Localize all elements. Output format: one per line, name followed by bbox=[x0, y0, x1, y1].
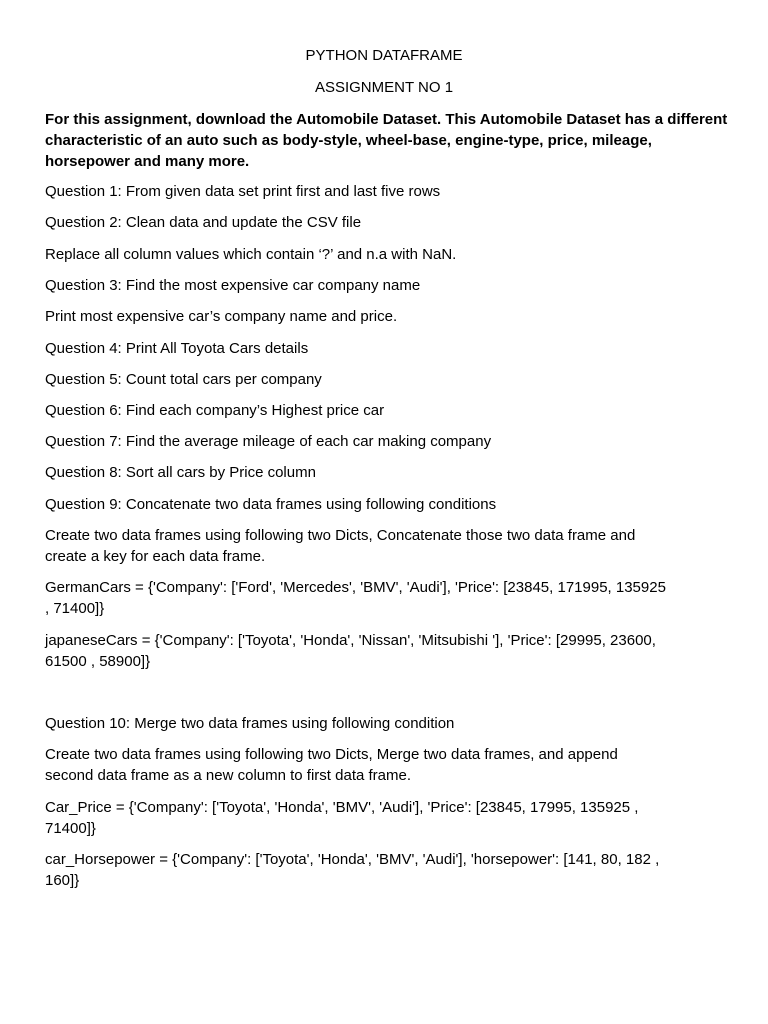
question-10-detail: Create two data frames using following two Dicts, Merge two data frames, and append second data frame as a new column to first data frame. bbox=[45, 746, 618, 784]
question-10: Question 10: Merge two data frames using following condition bbox=[45, 715, 455, 732]
question-3-detail: Print most expensive car’s company name and price. bbox=[45, 308, 398, 325]
question-8: Question 8: Sort all cars by Price column bbox=[45, 464, 316, 481]
question-1: Question 1: From given data set print first and last five rows bbox=[45, 183, 441, 200]
question-2: Question 2: Clean data and update the CSV file bbox=[45, 214, 362, 231]
question-2-detail: Replace all column values which contain ‘?’ and n.a with NaN. bbox=[45, 246, 457, 263]
question-4: Question 4: Print All Toyota Cars details bbox=[45, 340, 309, 357]
question-3: Question 3: Find the most expensive car company name bbox=[45, 277, 421, 294]
question-9: Question 9: Concatenate two data frames using following conditions bbox=[45, 496, 497, 513]
german-cars-dict: GermanCars = {'Company': ['Ford', 'Mercedes', 'BMV', 'Audi'], 'Price': [23845, 171995, 135925 , 71400]} bbox=[45, 579, 666, 617]
car-price-dict: Car_Price = {'Company': ['Toyota', 'Honda', 'BMV', 'Audi'], 'Price': [23845, 17995, 135925 , 71400]} bbox=[45, 799, 639, 837]
car-horsepower-dict: car_Horsepower = {'Company': ['Toyota', 'Honda', 'BMV', 'Audi'], 'horsepower': [141, 80, 182 , 160]} bbox=[45, 851, 660, 889]
question-7: Question 7: Find the average mileage of each car making company bbox=[45, 433, 492, 450]
intro-paragraph: For this assignment, download the Automobile Dataset. This Automobile Dataset has a different characteristic of an auto such as body-style, wheel-base, engine-type, price, mileage, horsepower and many more. bbox=[45, 111, 728, 170]
question-9-detail: Create two data frames using following two Dicts, Concatenate those two data frame and create a key for each data frame. bbox=[45, 527, 636, 565]
question-6: Question 6: Find each company’s Highest price car bbox=[45, 402, 385, 419]
question-5: Question 5: Count total cars per company bbox=[45, 371, 322, 388]
japanese-cars-dict: japaneseCars = {'Company': ['Toyota', 'Honda', 'Nissan', 'Mitsubishi '], 'Price': [29995, 23600, 61500 , 58900]} bbox=[45, 632, 656, 670]
assignment-number: ASSIGNMENT NO 1 bbox=[314, 79, 454, 96]
document-title: PYTHON DATAFRAME bbox=[305, 47, 463, 64]
